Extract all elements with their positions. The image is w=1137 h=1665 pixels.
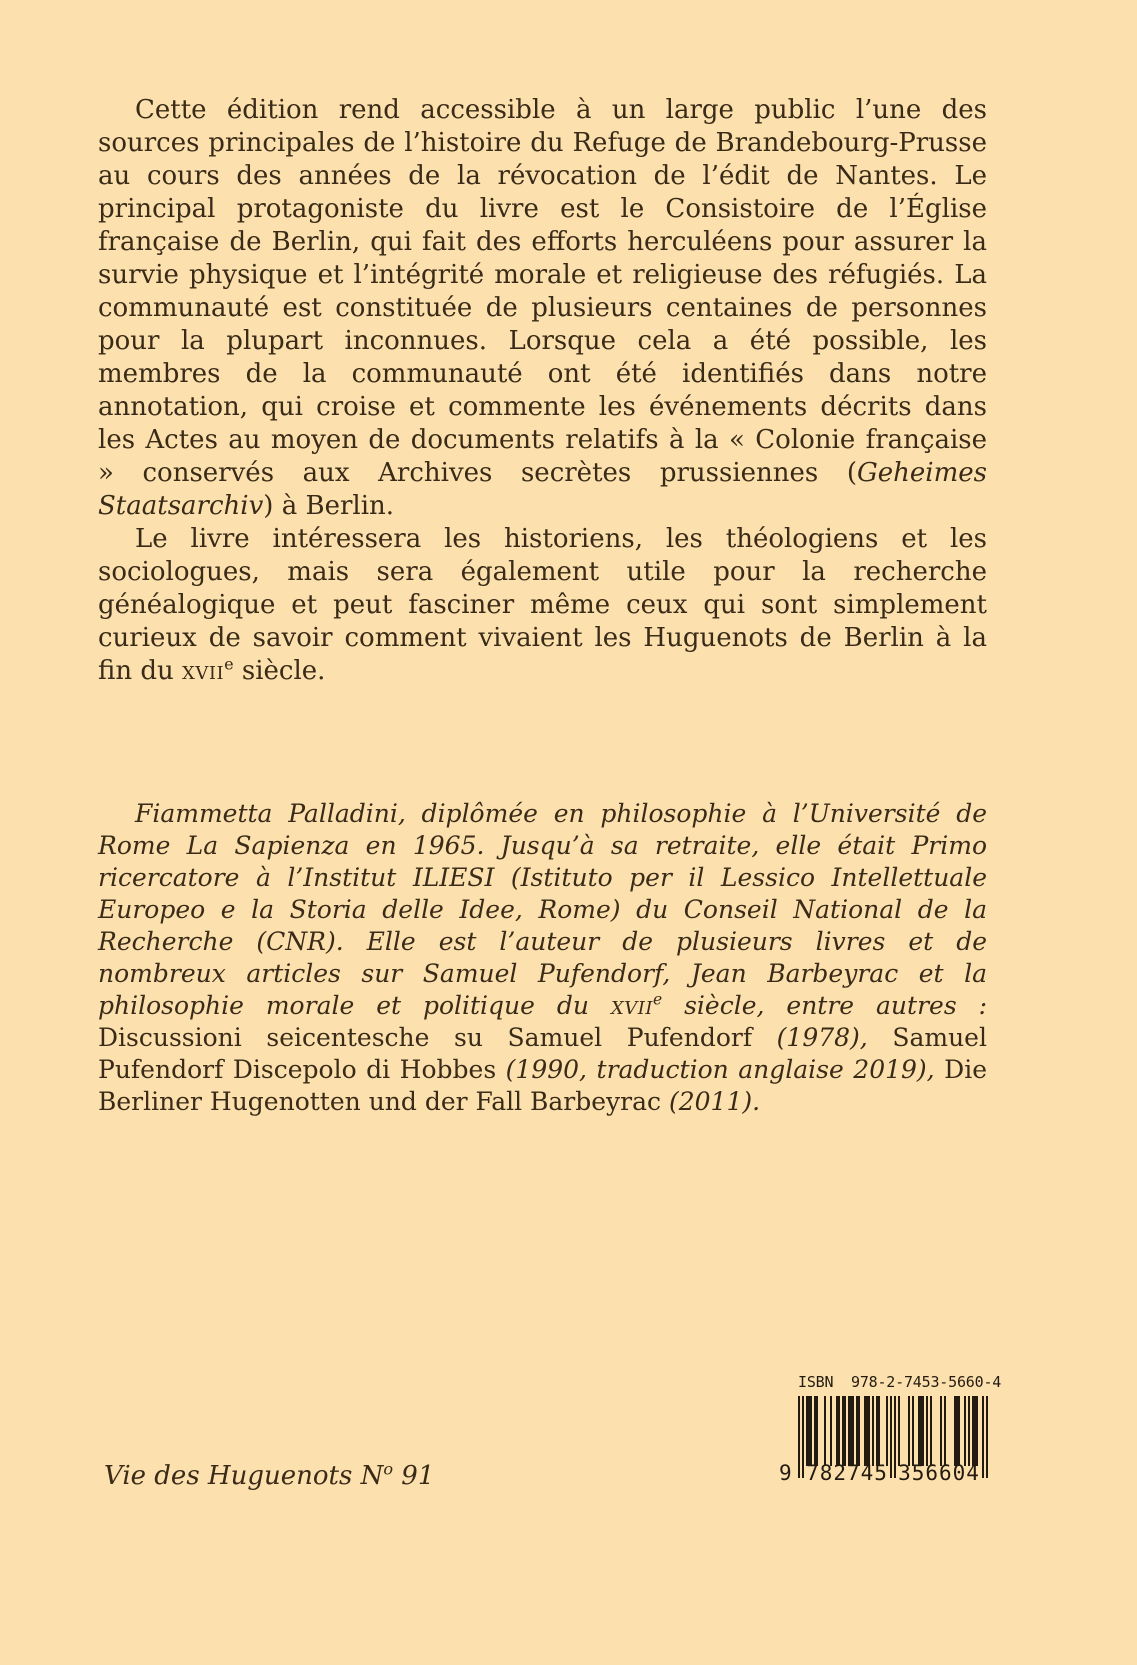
barcode-bar: [868, 1396, 870, 1466]
ean-digit-lead: 9: [779, 1461, 792, 1485]
synopsis-paragraph-2: Le livre intéressera les historiens, les théologiens et les sociologues, mais sera également utile pour la recherche généalogique et peut fasciner même ceux qui sont simplement curieux de savoir comment vivaient les Huguenots de Berlin à la fin du xvii$^e$ siècle.: [98, 524, 987, 686]
barcode-bar: [830, 1396, 832, 1466]
barcode-bar: [898, 1396, 900, 1466]
barcode-bar: [926, 1396, 928, 1466]
barcode-bar: [816, 1396, 818, 1466]
isbn-barcode-block: [779, 1372, 1002, 1488]
barcode-bar: [930, 1396, 932, 1466]
barcode-bar: [944, 1396, 946, 1466]
barcode-bar: [798, 1396, 800, 1478]
barcode-bar: [890, 1396, 892, 1478]
barcode-bar: [894, 1396, 896, 1478]
barcode-bar: [982, 1396, 984, 1478]
barcode-bar: [968, 1396, 970, 1466]
author-bio-paragraph: Fiammetta Palladini, diplômée en philosophie à l’Université de Rome La Sapienza en 1965. Jusqu’à sa retraite, elle était Primo ricercatore à l’Institut ILIESI (Istituto per il Lessico Intellettuale Europeo e la Storia delle Idee, Rome) du Conseil National de la Recherche (CNR). Elle est l’auteur de plusieurs livres et de nombreux articles sur Samuel Pufendorf, Jean Barbeyrac et la philosophie morale et politique du xvii$^e$ siècle, entre autres : Discussioni seicentesche su Samuel Pufendorf (1978), Samuel Pufendorf Discepolo di Hobbes (1990, traduction anglaise 2019), Die Berliner Hugenotten und der Fall Barbeyrac (2011).: [98, 799, 988, 1116]
barcode-bar: [872, 1396, 874, 1466]
isbn-label: ISBN 978-2-7453-5660-4: [798, 1373, 1002, 1391]
author-bio: [98, 798, 987, 1118]
barcode-bar: [852, 1396, 854, 1466]
barcode-bar: [976, 1396, 978, 1466]
ean-barcode: [779, 1396, 988, 1488]
barcode-bar: [922, 1396, 924, 1466]
barcode-bar: [886, 1396, 888, 1466]
ean-digit-group-right: 356604: [898, 1461, 980, 1485]
barcode-bar: [912, 1396, 914, 1466]
barcode-bar: [824, 1396, 826, 1466]
barcode-bar: [810, 1396, 812, 1466]
barcode-bar: [940, 1396, 942, 1466]
barcode-bar: [878, 1396, 880, 1466]
ean-digit-group-left: 782745: [806, 1461, 888, 1485]
barcode-bar: [844, 1396, 846, 1466]
synopsis: [98, 94, 987, 688]
series-label: Vie des Huguenots $N^o$ 91: [104, 1459, 435, 1491]
barcode-bar: [958, 1396, 960, 1466]
barcode-bar: [964, 1396, 966, 1466]
barcode-bar: [858, 1396, 860, 1466]
barcode-bar: [908, 1396, 910, 1466]
barcode-bar: [986, 1396, 988, 1478]
barcode-bar: [802, 1396, 804, 1478]
barcode-bar: [838, 1396, 840, 1466]
synopsis-paragraph-1: Cette édition rend accessible à un large public l’une des sources principales de l’histoire du Refuge de Brandebourg-Prusse au cours des années de la révocation de l’édit de Nantes. Le principal protagoniste du livre est le Consistoire de l’Église française de Berlin, qui fait des efforts herculéens pour assurer la survie physique et l’intégrité morale et religieuse des réfugiés. La communauté est constituée de plusieurs centaines de personnes pour la plupart inconnues. Lorsque cela a été possible, les membres de la communauté ont été identifiés dans notre annotation, qui croise et commente les événements décrits dans les Actes au moyen de documents relatifs à la « Colonie française » conservés aux Archives secrètes prussiennes (Geheimes Staatsarchiv) à Berlin.: [98, 95, 987, 521]
